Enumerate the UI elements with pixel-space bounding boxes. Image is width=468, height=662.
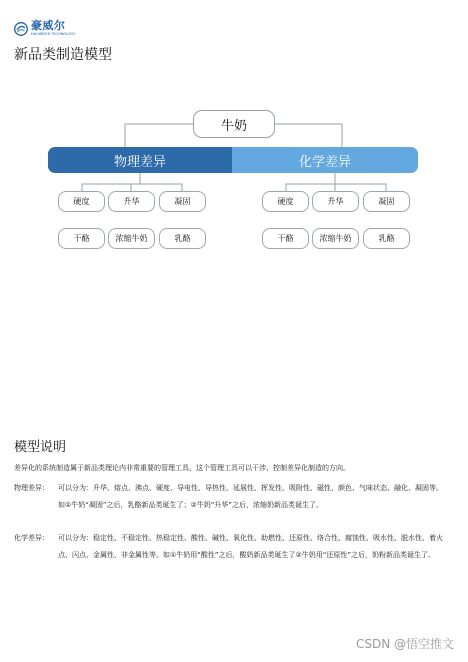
physical-row-label: 物理差异：: [14, 484, 49, 492]
chemical-difference-band: 化学差异: [232, 147, 418, 173]
physical-difference-band: 物理差异: [48, 147, 232, 173]
physical-product-node: 浓缩牛奶: [108, 228, 155, 249]
physical-row-text: 可以分为：升华、熔点、沸点、硬度、导电性、导热性、延展性、挥发性、吸附性、磁性、颜色、气味状态、融化、凝固等。如①牛奶“凝固”之后，乳酪新品类诞生了；②牛奶“升华”之后，浓缩奶新品类诞生了。: [58, 484, 443, 509]
chemical-product-node: 乳酪: [363, 228, 410, 249]
physical-product-node: 干酪: [58, 228, 105, 249]
brand-tagline: HAOWEIER TECHNOLOGY: [31, 32, 76, 36]
physical-product-node: 乳酪: [159, 228, 206, 249]
physical-attribute-node: 凝固: [159, 191, 206, 212]
root-node-milk: 牛奶: [193, 110, 275, 138]
brand-name: 豪威尔: [31, 19, 66, 32]
physical-attribute-node: 硬度: [58, 191, 105, 212]
physical-attribute-node: 升华: [108, 191, 155, 212]
chemical-attribute-node: 硬度: [262, 191, 309, 212]
chemical-row-text: 可以分为：稳定性、不稳定性、热稳定性、酸性、碱性、氧化性、助燃性、还原性、络合性、腐蚀性、吸水性、脱水性、着火点、闪点、金属性、非金属性等。如①牛奶用“酸性”之后，酸奶新品类诞生了②牛奶用“还原性”之后，奶粉新品类诞生了。: [58, 534, 443, 559]
explanation-intro: 差异化的系统制造属于新品类理论内非常重要的管理工具，这个管理工具可以干涉、控制差异化制造的方向。: [14, 464, 350, 472]
chemical-product-node: 干酪: [262, 228, 309, 249]
chemical-attribute-node: 升华: [312, 191, 359, 212]
watermark: CSDN @悟空推文: [355, 637, 454, 651]
chemical-attribute-node: 凝固: [363, 191, 410, 212]
chemical-row-label: 化学差异：: [14, 534, 49, 542]
page-title: 新品类制造模型: [14, 47, 112, 63]
chemical-product-node: 浓缩牛奶: [312, 228, 359, 249]
explanation-title: 模型说明: [14, 440, 67, 455]
